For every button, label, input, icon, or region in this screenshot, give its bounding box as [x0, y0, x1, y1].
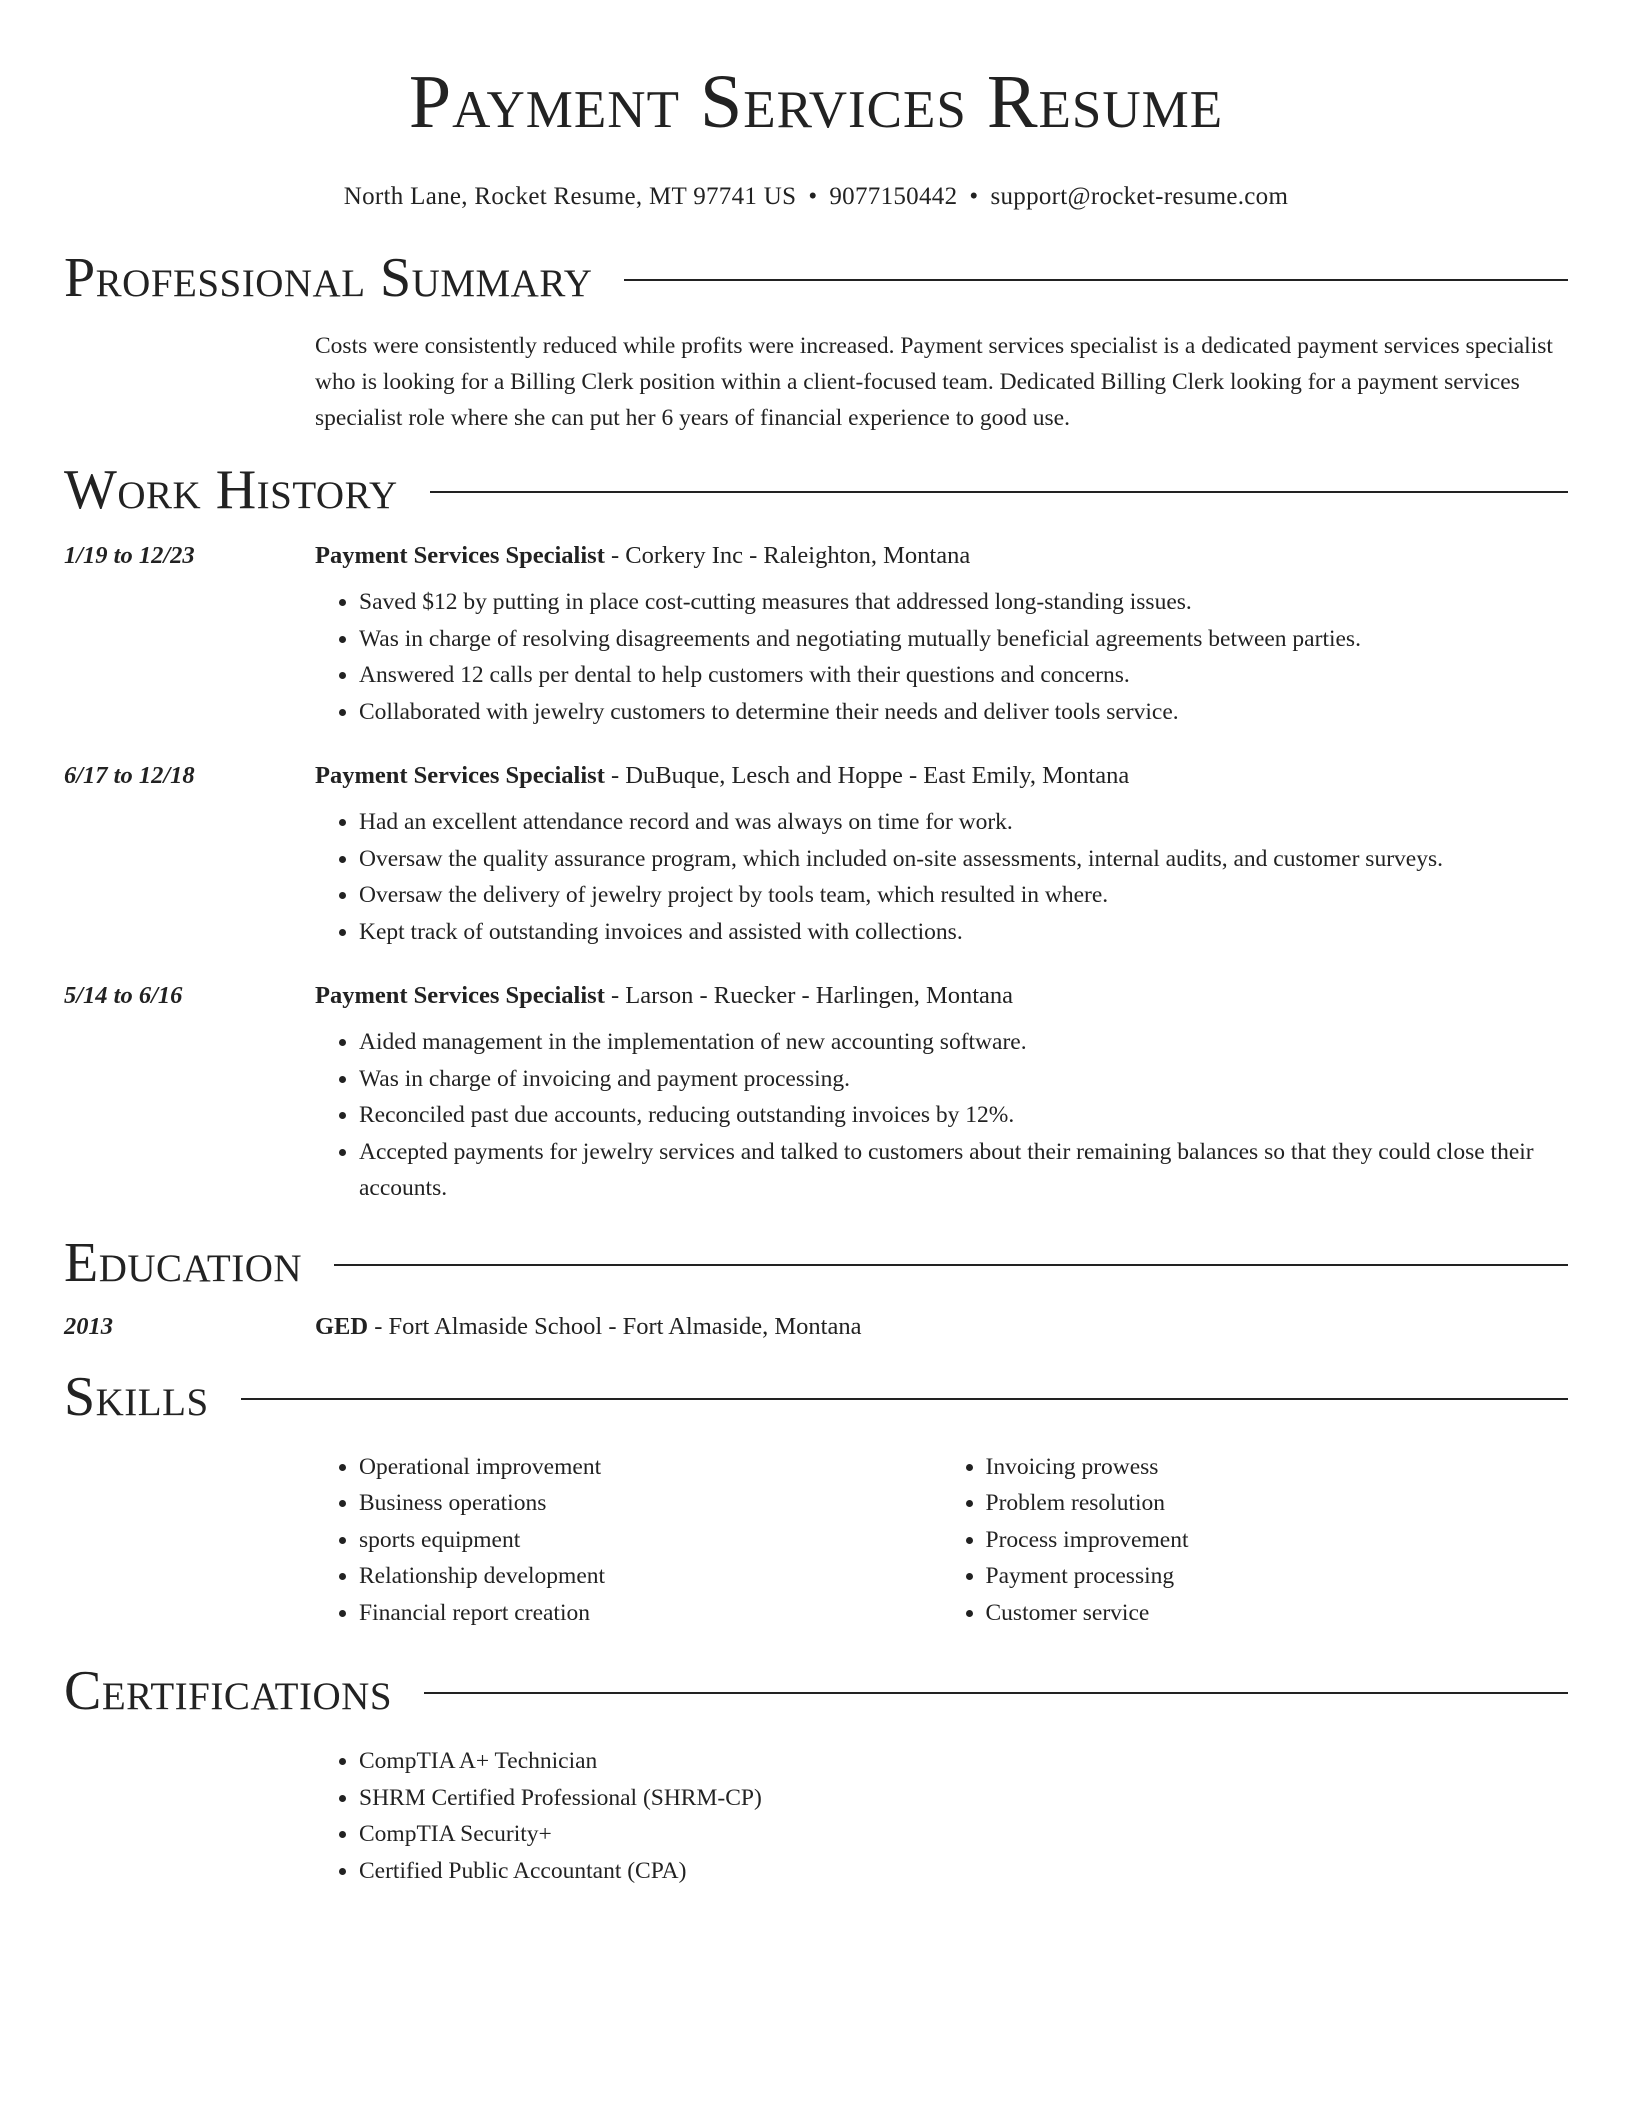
job-title: Payment Services Specialist	[315, 982, 605, 1009]
list-item: • Reconciled past due accounts, reducing outstanding invoices by 12%.	[359, 1097, 1568, 1134]
work-section-header	[64, 458, 1568, 522]
job-details	[315, 760, 1568, 950]
job-dates: 5/14 to 6/16	[64, 982, 183, 1009]
contact-line	[64, 182, 1568, 212]
skills-column-left	[315, 1449, 942, 1632]
job-bullets	[315, 584, 1568, 730]
job-heading	[315, 540, 1568, 572]
resume-page	[64, 0, 1568, 1889]
list-item: • CompTIA A+ Technician	[359, 1743, 1568, 1780]
job-entry	[64, 540, 1568, 730]
section-divider	[241, 1398, 1568, 1400]
list-item: • SHRM Certified Professional (SHRM-CP)	[359, 1780, 1568, 1817]
contact-phone: 9077150442	[829, 183, 958, 210]
job-title: Payment Services Specialist	[315, 542, 605, 569]
list-item: • Saved $12 by putting in place cost-cutting measures that addressed long-standing issues.	[359, 584, 1568, 621]
list-item: • Collaborated with jewelry customers to determine their needs and deliver tools service.	[359, 694, 1568, 731]
job-details	[315, 540, 1568, 730]
job-entry	[64, 760, 1568, 950]
list-item: • Customer service	[986, 1595, 1569, 1632]
education-entry	[64, 1311, 1568, 1343]
list-item: • Business operations	[359, 1485, 942, 1522]
education-section-title: Education	[64, 1231, 303, 1294]
certifications-section-title: Certifications	[64, 1660, 393, 1722]
section-divider	[424, 1692, 1568, 1694]
list-item: • Oversaw the quality assurance program, which included on-site assessments, internal audits, and customer surveys.	[359, 841, 1568, 878]
summary-section-title: Professional Summary	[64, 247, 593, 309]
contact-email: support@rocket-resume.com	[990, 183, 1289, 210]
list-item: • Financial report creation	[359, 1595, 942, 1632]
list-item: • Had an excellent attendance record and was always on time for work.	[359, 804, 1568, 841]
list-item: • Was in charge of resolving disagreements and negotiating mutually beneficial agreements between parties.	[359, 621, 1568, 658]
section-divider	[624, 279, 1568, 281]
work-section-title: Work History	[64, 459, 398, 521]
job-heading	[315, 760, 1568, 792]
education-degree: GED	[315, 1312, 369, 1340]
list-item: • Relationship development	[359, 1558, 942, 1595]
list-item: • Problem resolution	[986, 1485, 1569, 1522]
certifications-section-header	[64, 1659, 1568, 1723]
job-title: Payment Services Specialist	[315, 762, 605, 789]
contact-separator: •	[808, 183, 818, 210]
education-details	[315, 1311, 1568, 1343]
job-bullets	[315, 804, 1568, 950]
list-item: • Payment processing	[986, 1558, 1569, 1595]
job-employer: - DuBuque, Lesch and Hoppe - East Emily, Montana	[604, 762, 1130, 789]
job-employer: - Larson - Ruecker - Harlingen, Montana	[604, 982, 1014, 1009]
list-item: • Was in charge of invoicing and payment processing.	[359, 1061, 1568, 1098]
list-item: • Operational improvement	[359, 1449, 942, 1486]
list-item: • Aided management in the implementation of new accounting software.	[359, 1024, 1568, 1061]
contact-separator: •	[969, 183, 979, 210]
certifications-bullets	[315, 1743, 1568, 1889]
section-divider	[334, 1264, 1568, 1266]
list-item: • Oversaw the delivery of jewelry project by tools team, which resulted in where.	[359, 877, 1568, 914]
job-entry	[64, 980, 1568, 1207]
certifications-list	[315, 1743, 1568, 1889]
education-school: - Fort Almaside School - Fort Almaside, Montana	[368, 1312, 862, 1340]
list-item: • sports equipment	[359, 1522, 942, 1559]
list-item: • Accepted payments for jewelry services and talked to customers about their remaining balances so that they could close their accounts.	[359, 1134, 1568, 1207]
job-bullets	[315, 1024, 1568, 1207]
job-dates: 1/19 to 12/23	[64, 542, 195, 569]
list-item: • Kept track of outstanding invoices and assisted with collections.	[359, 914, 1568, 951]
education-year: 2013	[64, 1312, 113, 1340]
resume-title: Payment Services Resume	[408, 60, 1224, 144]
list-item: • Certified Public Accountant (CPA)	[359, 1853, 1568, 1890]
education-section-header	[64, 1231, 1568, 1295]
list-item: • Process improvement	[986, 1522, 1569, 1559]
job-employer: - Corkery Inc - Raleighton, Montana	[604, 542, 971, 569]
job-heading	[315, 980, 1568, 1012]
job-details	[315, 980, 1568, 1207]
section-divider	[430, 491, 1568, 493]
summary-text: Costs were consistently reduced while profits were increased. Payment services specialist is a dedicated payment services specialist who is looking for a Billing Clerk position within a client-focused team. Dedicated Billing Clerk looking for a payment services specialist role where she can put her 6 years of financial experience to good use.	[315, 333, 1553, 431]
job-dates: 6/17 to 12/18	[64, 762, 195, 789]
skills-list	[315, 1441, 1568, 1632]
contact-address: North Lane, Rocket Resume, MT 97741 US	[343, 183, 797, 210]
skills-section-header	[64, 1365, 1568, 1429]
skills-column-right	[942, 1449, 1569, 1632]
skills-section-title: Skills	[64, 1365, 209, 1428]
education-heading	[315, 1311, 1568, 1343]
list-item: • Invoicing prowess	[986, 1449, 1569, 1486]
summary-section-header	[64, 246, 1568, 310]
list-item: • CompTIA Security+	[359, 1816, 1568, 1853]
list-item: • Answered 12 calls per dental to help customers with their questions and concerns.	[359, 657, 1568, 694]
